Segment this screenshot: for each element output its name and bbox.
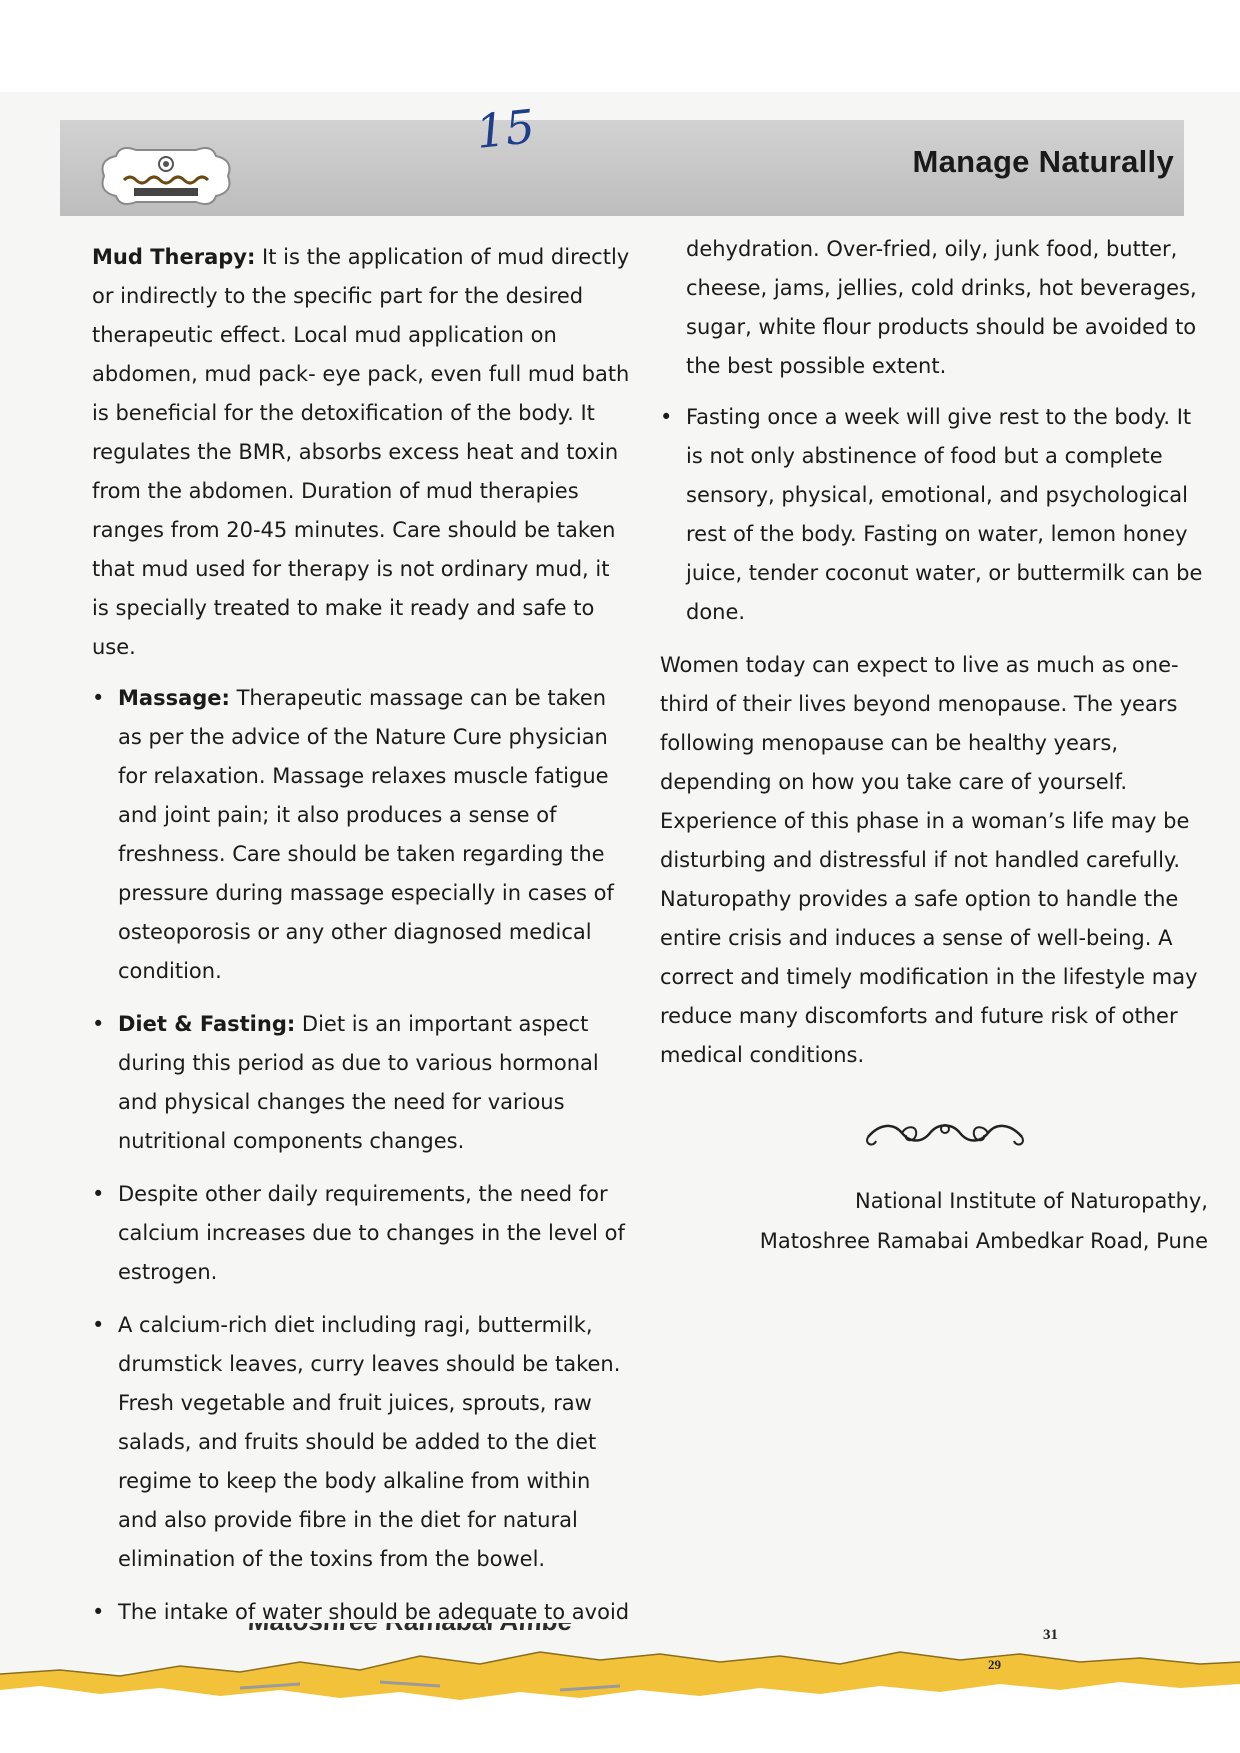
mud-therapy-paragraph [92,238,632,667]
institute-logo [96,140,236,212]
list-item [92,1175,632,1292]
calcium-need-text: Despite other daily requirements, the need for calcium increases due to changes in the level of estrogen. [118,1182,625,1284]
water-intake-text: The intake of water should be adequate to avoid [118,1600,630,1624]
list-item [92,1306,632,1579]
left-column [92,238,632,1646]
closing-paragraph: Women today can expect to live as much as one-third of their lives beyond menopause. The years following menopause can be healthy years, depending on how you take care of yourself. Experience of this phase in a woman’s life may be disturbing and distressful if not handled carefully. Naturopathy provides a safe option to handle the entire crisis and induces a sense of well-being. A correct and timely modification in the lifestyle may reduce many discomforts and future risk of other medical conditions. [660,653,1198,1067]
bullet: • [92,1313,105,1337]
mud-therapy-term: Mud Therapy: [92,245,256,269]
fasting-text: Fasting once a week will give rest to the body. It is not only abstinence of food but a complete sensory, physical, emotional, and psychological rest of the body. Fasting on water, lemon honey juice, tender coconut water, or buttermilk can be done. [686,405,1203,624]
list-item [92,679,632,991]
torn-paper-edge [0,1612,1240,1702]
bullet: • [92,686,105,710]
massage-text: Therapeutic massage can be taken as per the advice of the Nature Cure physician for relaxation. Massage relaxes muscle fatigue and joint pain; it also produces a sense of freshness. Care should be taken regarding the pressure during massage especially in cases of osteoporosis or any other diagnosed medical condition. [118,686,614,983]
institute-name: National Institute of Naturopathy, [855,1189,1208,1213]
bullet: • [92,1182,105,1206]
list-item [92,1005,632,1161]
institute-address: Matoshree Ramabai Ambedkar Road, Pune [759,1229,1208,1253]
bullet: • [92,1012,105,1036]
bullet: • [660,405,673,429]
signature-block [660,1181,1208,1261]
diet-fasting-term: Diet & Fasting: [118,1012,296,1036]
list-item [660,398,1208,632]
dehydration-continuation: dehydration. Over-fried, oily, junk food, butter, cheese, jams, jellies, cold drinks, hot beverages, sugar, white flour products should be avoided to the best possible extent. [686,237,1197,378]
handwritten-page-number: 15 [473,99,538,159]
header-title: Manage Naturally [912,144,1174,179]
page-number: 31 [1043,1627,1058,1643]
mud-therapy-text: It is the application of mud directly or indirectly to the specific part for the desired therapeutic effect. Local mud application on abdomen, mud pack- eye pack, even full mud bath is beneficial for the detoxification of the body. It regulates the BMR, absorbs excess heat and toxin from the abdomen. Duration of mud therapies ranges from 20-45 minutes. Care should be taken that mud used for therapy is not ordinary mud, it is specially treated to make it ready and safe to use. [92,245,630,659]
right-column [660,230,1208,1261]
massage-term: Massage: [118,686,230,710]
bullet: • [92,1600,105,1624]
decorative-divider [860,1115,1030,1155]
back-page-number: 29 [988,1657,1001,1672]
diet-fasting-text: Diet is an important aspect during this period as due to various hormonal and physical changes the need for various nutritional components changes. [118,1012,599,1153]
calcium-diet-text: A calcium-rich diet including ragi, buttermilk, drumstick leaves, curry leaves should be taken. Fresh vegetable and fruit juices, sprouts, raw salads, and fruits should be added to the diet regime to keep the body alkaline from within and also provide fibre in the diet for natural elimination of the toxins from the bowel. [118,1313,621,1571]
